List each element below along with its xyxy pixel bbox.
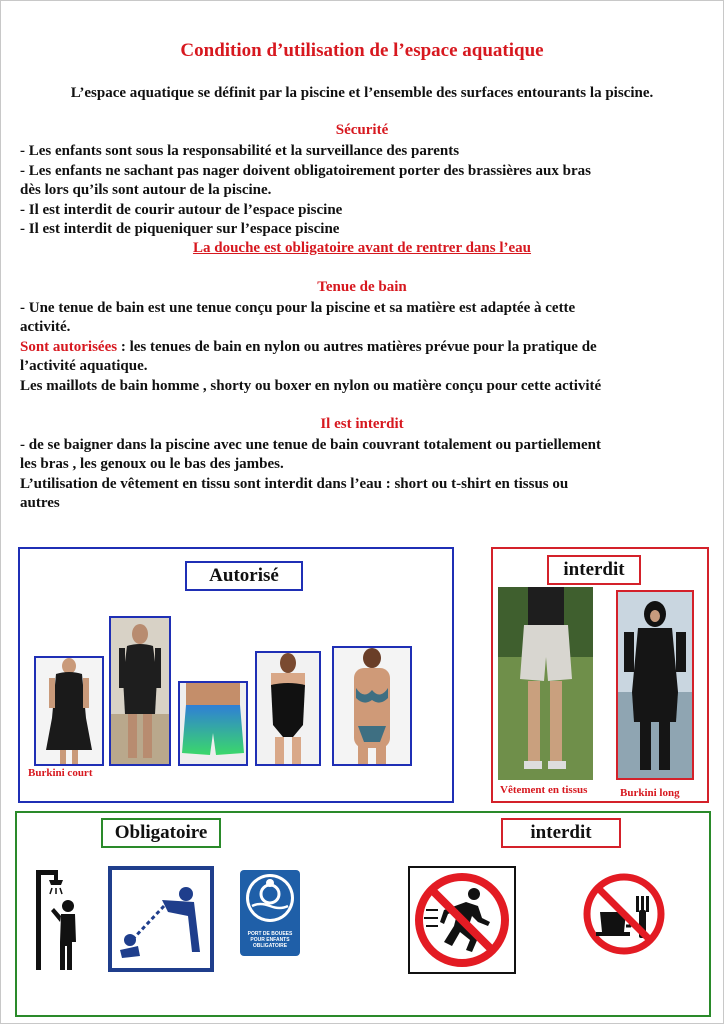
shower-icon	[34, 866, 82, 972]
vetement-tissus-photo	[498, 587, 593, 780]
bikini-photo	[332, 646, 412, 766]
bouees-sign-line: POUR ENFANTS	[250, 937, 290, 943]
interdit-line: - de se baigner dans la piscine avec une tenue de bain couvrant totalement ou partiellement	[20, 437, 601, 453]
tenue-line: l’activité aquatique.	[20, 358, 148, 374]
interdit-panel-label: interdit	[547, 555, 641, 585]
autorise-label: Autorisé	[185, 561, 303, 591]
bouees-sign-line: OBLIGATOIRE	[252, 943, 288, 949]
autorisees-label: Sont autorisées	[20, 339, 118, 355]
tenue-line: - Une tenue de bain est une tenue conçu pour la piscine et sa matière est adaptée à cette	[20, 300, 576, 316]
boxer-photo	[178, 681, 248, 766]
tenue-line: activité.	[20, 319, 71, 335]
no-running-icon	[408, 866, 516, 974]
bouees-sign-text	[242, 931, 298, 949]
vetement-tissus-caption: Vêtement en tissus	[500, 784, 588, 796]
interdit-heading: Il est interdit	[320, 416, 404, 432]
interdit-bottom-label: interdit	[501, 818, 621, 848]
autorisees-text: : les tenues de bain en nylon ou autres matières prévue pour la pratique de	[117, 339, 597, 355]
surveillance-enfant-icon	[108, 866, 214, 972]
interdit-line: les bras , les genoux ou le bas des jambes.	[20, 456, 284, 472]
securite-line: - Il est interdit de courir autour de l’espace piscine	[20, 202, 343, 218]
douche-notice: La douche est obligatoire avant de rentrer dans l’eau	[192, 240, 532, 256]
securite-line: - Il est interdit de piqueniquer sur l’espace piscine	[20, 221, 340, 237]
bouees-sign-line: PORT DE BOUEES	[247, 931, 293, 937]
tenue-autorisees-line	[20, 338, 700, 358]
securite-line: dès lors qu’ils sont autour de la piscine.	[20, 182, 272, 198]
burkini-court-caption: Burkini court	[28, 767, 93, 779]
burkini-court-photo	[34, 656, 104, 766]
interdit-line: L’utilisation de vêtement en tissu sont interdit dans l’eau : short ou t-shirt en tissus ou	[20, 476, 569, 492]
burkini-long-photo	[616, 590, 694, 780]
securite-line: - Les enfants sont sous la responsabilité et la surveillance des parents	[20, 143, 460, 159]
intro-text: L’espace aquatique se définit par la piscine et l’ensemble des surfaces entourants la piscine.	[70, 85, 654, 101]
shorty-photo	[109, 616, 171, 766]
maillot-une-piece-photo	[255, 651, 321, 766]
obligatoire-label: Obligatoire	[101, 818, 221, 848]
securite-heading: Sécurité	[335, 122, 389, 138]
securite-line: - Les enfants ne sachant pas nager doivent obligatoirement porter des brassières aux bras	[20, 163, 591, 179]
tenue-line: Les maillots de bain homme , shorty ou boxer en nylon ou matière conçu pour cette activité	[20, 378, 602, 394]
burkini-long-caption: Burkini long	[620, 787, 680, 799]
interdit-line: autres	[20, 495, 60, 511]
no-food-icon	[582, 872, 666, 956]
tenue-heading: Tenue de bain	[317, 279, 407, 295]
page-title: Condition d’utilisation de l’espace aquatique	[180, 40, 544, 61]
